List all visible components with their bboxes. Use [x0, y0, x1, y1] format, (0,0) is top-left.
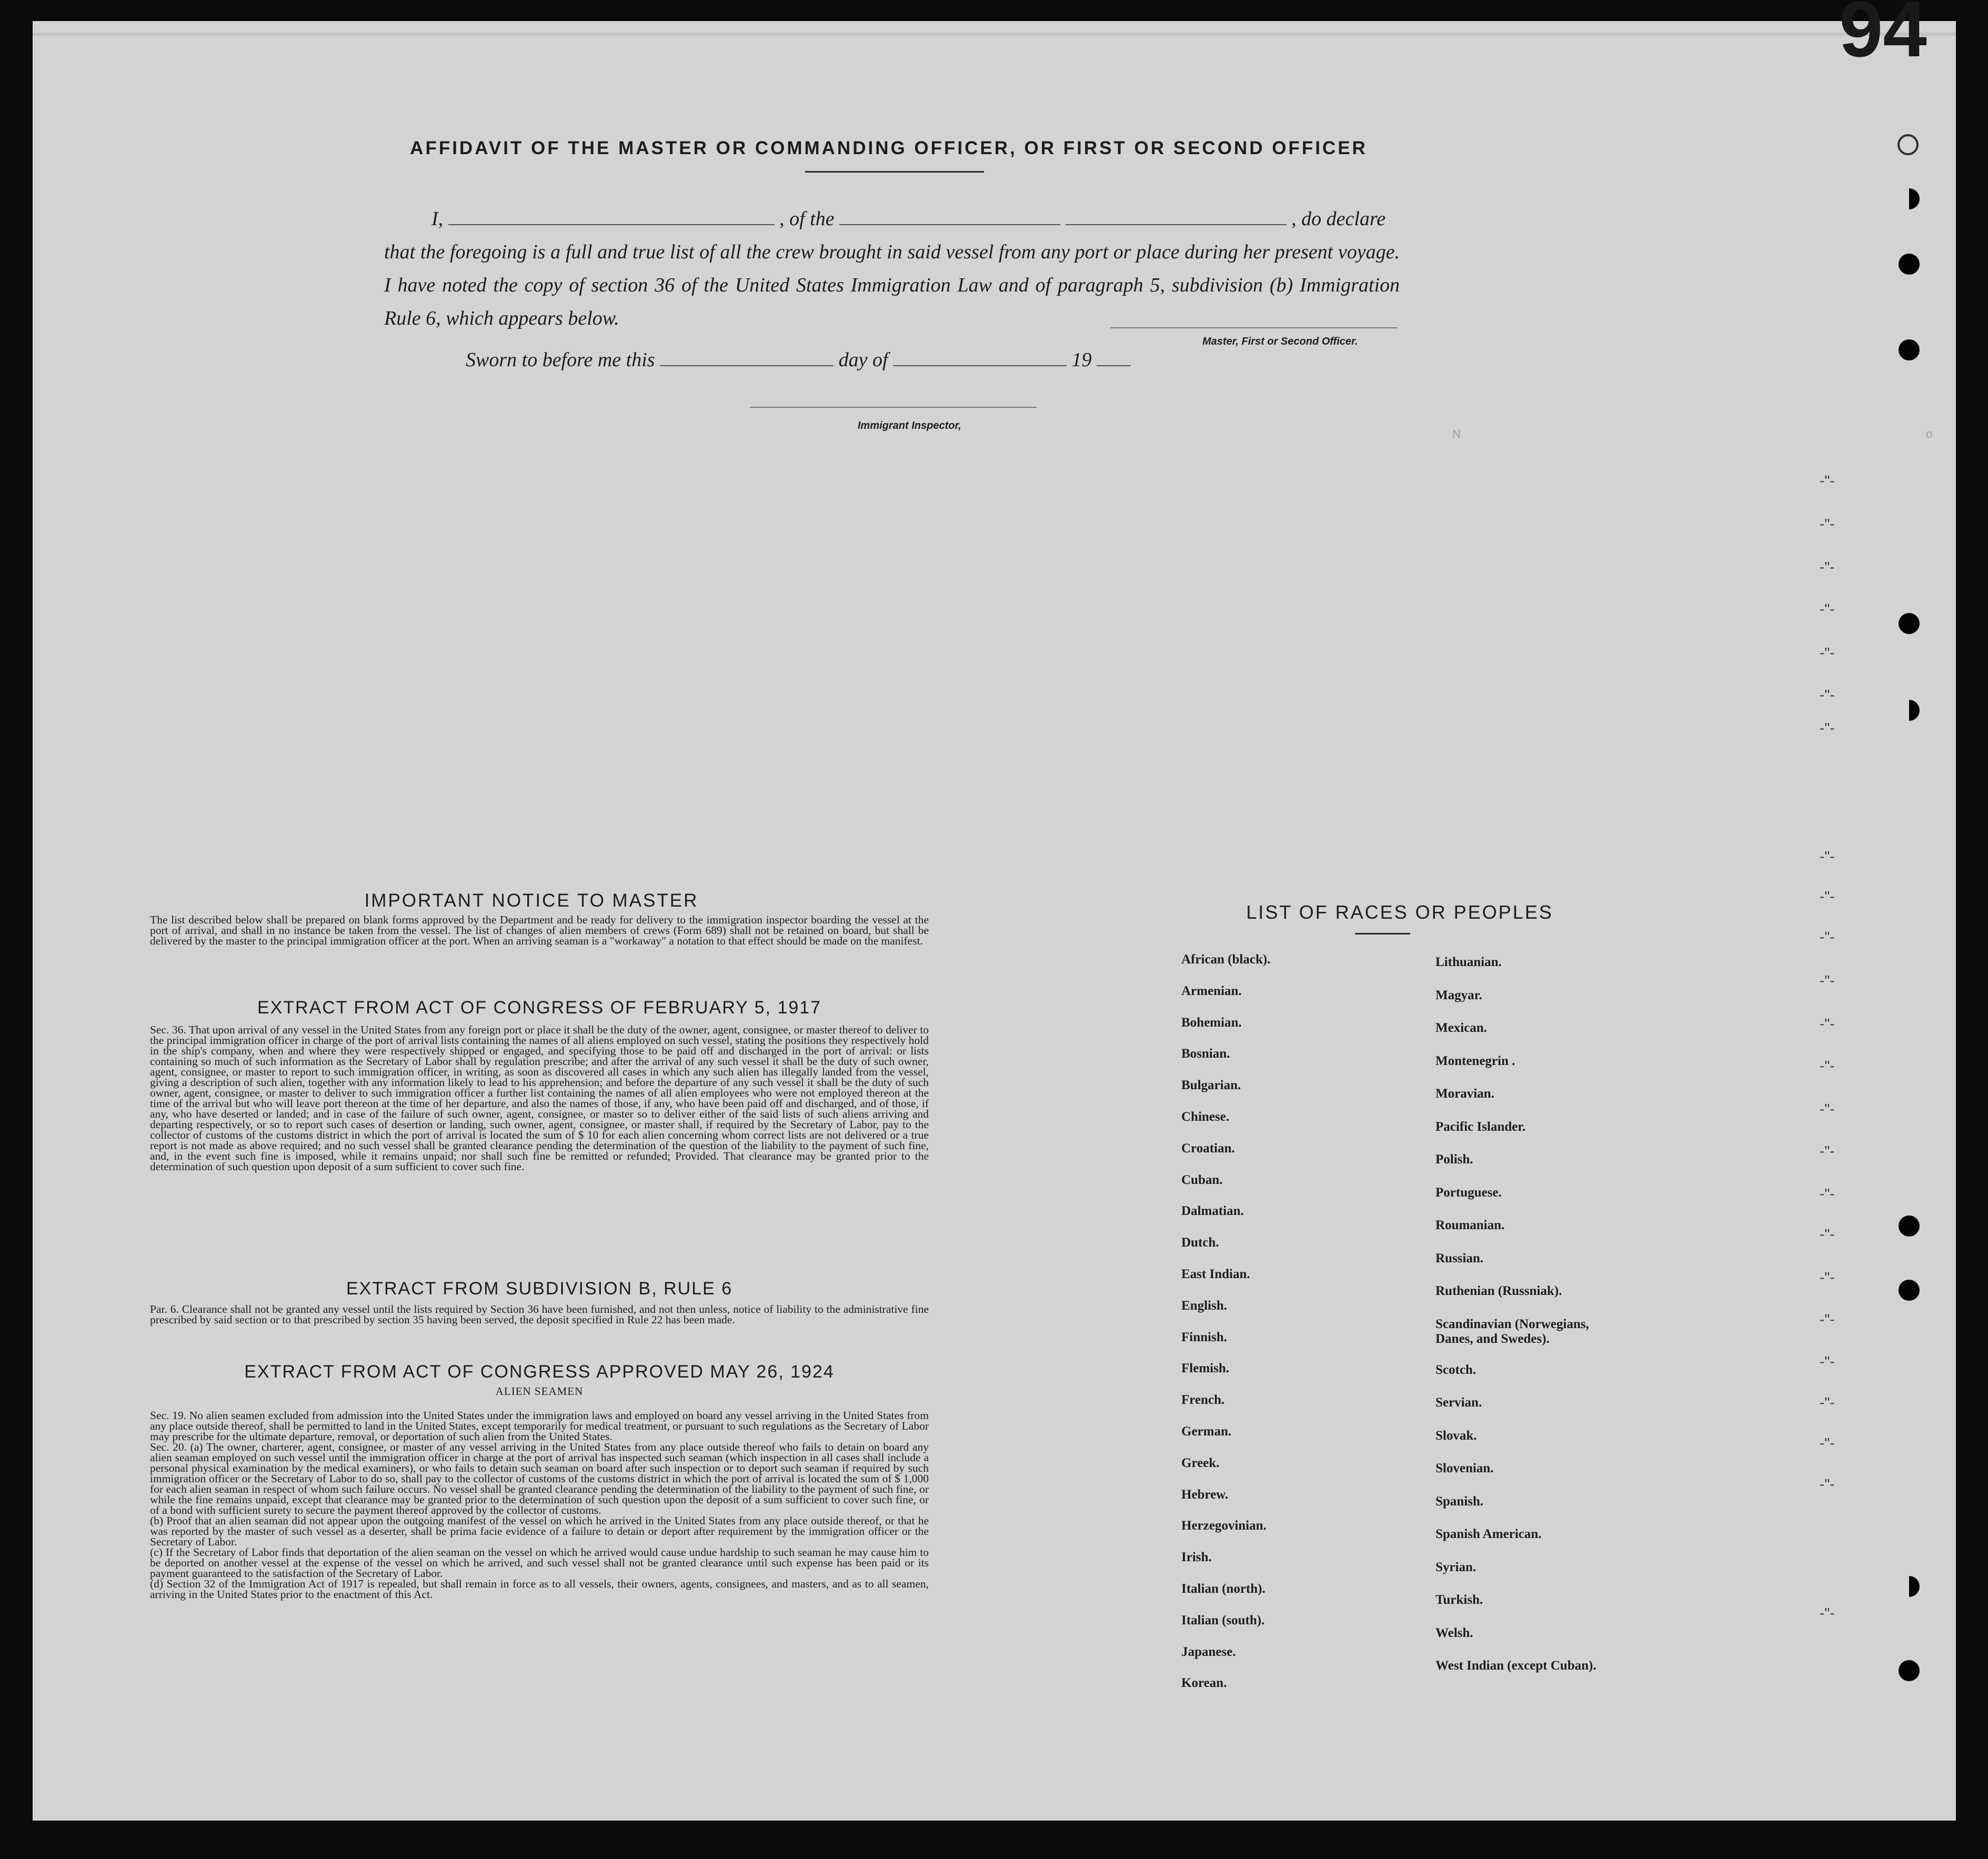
- race-item: Japanese.: [1181, 1644, 1236, 1659]
- binder-hole: [1899, 1660, 1920, 1681]
- declare-of-the: , of the: [779, 208, 835, 230]
- binder-hole: [1899, 254, 1920, 275]
- race-item: Scandinavian (Norwegians, Danes, and Swedes).: [1435, 1317, 1589, 1346]
- binder-hole: [1899, 339, 1920, 360]
- title-underline: [805, 171, 984, 173]
- binder-hole: [1899, 1215, 1920, 1237]
- race-item: Slovenian.: [1435, 1461, 1494, 1475]
- signature-line[interactable]: [1110, 327, 1397, 328]
- year-blank[interactable]: [1097, 349, 1131, 366]
- binder-hole: [1899, 1280, 1920, 1301]
- ditto-mark: -"-: [1820, 1353, 1835, 1370]
- affidavit-body: that the foregoing is a full and true list of all the crew brought in said vessel from any port or place during her present voyage. I have noted the copy of section 36 of the United States Immigration Law and of paragraph 5, subdivision (b) Immigration Rule 6, which appears below.: [384, 241, 1400, 329]
- extract-1917-body: Sec. 36. That upon arrival of any vessel in the United States from any foreign port or place it shall be the duty of the owner, agent, consignee, or master thereof to deliver to the principal immigration officer in charge of the port of arrival lists containing the names of all aliens employed on such vessel, stating the positions they respectively hold in the ship's company, when and where they were respectively shipped or engaged, and specifying those to be paid off and discharged in the port of arrival: or lists containing so much of such information as the Secretary of Labor shall by regulation prescribe; and after the arrival of any such vessel it shall be the duty of such owner, agent, consignee, or master to report to such immigration officer, in writing, as soon as discovered all cases in which any such alien has illegally landed from the vessel, giving a description of such alien, together with any information likely to lead to his apprehension; and before the departure of any such vessel it shall be the duty of such owner, agent, consignee, or master to deliver to such immigration officer a further list containing the names of all alien employees who were not employed thereon at the time of the arrival but who will leave port thereon at the time of her departure, and also the names of those, if any, who have been paid off and discharged, and of those, if any, who have deserted or landed; and in case of the failure of such owner, agent, consignee, or master so to deliver either of the said lists of such aliens arriving and departing respectively, or so to report such cases of desertion or landing, such owner, agent, consignee, or master shall, if required by the Secretary of Labor, pay to the collector of customs of the customs district in which the port of arrival is located the sum of $ 10 for each alien concerning whom correct lists are not delivered or a true report is not made as above required; and no such vessel shall be granted clearance pending the determination of the question of the liability to the payment of such fine, and, in the event such fine is imposed, while it remains unpaid; nor shall such fine be remitted or refunded; Provided. That clearance may be granted prior to the determination of such question upon deposit of a sum sufficient to cover such fine.: [150, 1023, 929, 1173]
- race-item: East Indian.: [1181, 1267, 1250, 1281]
- signature-label: Master, First or Second Officer.: [1202, 336, 1358, 347]
- page-number: 94: [1839, 0, 1927, 73]
- affidavit-declaration: [384, 203, 1400, 335]
- races-title: LIST OF RACES OR PEOPLES: [1246, 901, 1553, 923]
- race-item: African (black).: [1181, 952, 1271, 967]
- ditto-mark: -"-: [1820, 1311, 1835, 1328]
- race-item: Armenian.: [1181, 983, 1242, 998]
- notice-title: IMPORTANT NOTICE TO MASTER: [364, 890, 699, 911]
- ditto-mark: -"-: [1820, 1269, 1835, 1285]
- race-item: Bosnian.: [1181, 1047, 1230, 1061]
- ditto-mark: -"-: [1820, 929, 1835, 945]
- race-item: Roumanian.: [1435, 1218, 1505, 1232]
- sec20a: Sec. 20. (a) The owner, charterer, agent, consignee, or master of any vessel arriving in the United States from any place outside thereof who fails to detain on board any alien seaman employed on such vessel until the immigration officer in charge at the port of arrival has inspected such seaman (which inspection in all cases shall include a personal physical examination by the medical examiners), or who fails to detain such seaman on board after such inspection or to deport such seaman if required by such immigration officer or the Secretary of Labor to do so, shall pay to the collector of customs of the customs district in which the port of arrival is located the sum of $ 1,000 for each alien seaman in respect of whom such failure occurs. No vessel shall be granted clearance pending the determination of the liability to the payment of such fine, or while the fine remains unpaid, except that clearance may be granted prior to the determination of such question upon the deposit of a sum sufficient to cover such fine, or of a bond with sufficient surety to secure the payment thereof approved by the collector of customs.: [150, 1441, 929, 1516]
- ditto-mark: -"-: [1820, 1143, 1835, 1159]
- race-item: Lithuanian.: [1435, 955, 1502, 969]
- ditto-mark: -"-: [1820, 1435, 1835, 1451]
- race-item: Cuban.: [1181, 1172, 1223, 1187]
- vessel-blank[interactable]: [1066, 208, 1287, 225]
- race-item: Bohemian.: [1181, 1015, 1242, 1030]
- race-item: Syrian.: [1435, 1560, 1477, 1574]
- notice-body: The list described below shall be prepared on blank forms approved by the Department and be ready for delivery to the immigration inspector boarding the vessel at the port of arrival, and shall in no instance be taken from the vessel. The list of changes of alien members of crews (Form 689) shall not be retained on board, but shall be delivered by the master to the principal immigration officer at the port. When an arriving seaman is a "workaway" a notation to that effect should be made on the manifest.: [150, 913, 929, 947]
- rank-blank[interactable]: [839, 208, 1060, 225]
- name-blank[interactable]: [448, 208, 775, 225]
- race-item: Mexican.: [1435, 1021, 1487, 1035]
- race-item: Italian (south).: [1181, 1613, 1265, 1627]
- alien-seamen-subtitle: ALIEN SEAMEN: [495, 1385, 584, 1398]
- race-item: Chinese.: [1181, 1110, 1229, 1124]
- race-item: Slovak.: [1435, 1428, 1477, 1443]
- affidavit-title: AFFIDAVIT OF THE MASTER OR COMMANDING OFFICER, OR FIRST OR SECOND OFFICER: [410, 138, 1368, 158]
- declare-i: I,: [431, 208, 444, 230]
- ditto-mark: -"-: [1820, 1226, 1835, 1242]
- race-item: Ruthenian (Russniak).: [1435, 1284, 1562, 1298]
- binder-hole: [1897, 134, 1919, 155]
- race-item: Welsh.: [1435, 1625, 1473, 1640]
- race-item: Portuguese.: [1435, 1185, 1502, 1200]
- ditto-mark: -"-: [1820, 972, 1835, 989]
- race-item: Montenegrin .: [1435, 1053, 1515, 1068]
- sec19: Sec. 19. No alien seamen excluded from admission into the United States under the immigration laws and employed on board any vessel arriving in the United States from any place outside thereof, shall be permitted to land in the United States, except temporarily for medical treatment, or pursuant to such regulations as the Secretary of Labor may prescribe for the ultimate departure, removal, or deportation of such alien from the United States.: [150, 1409, 929, 1443]
- race-item: Dutch.: [1181, 1235, 1219, 1250]
- race-item: Flemish.: [1181, 1361, 1229, 1376]
- race-item: Herzegovinian.: [1181, 1519, 1267, 1533]
- race-item: Hebrew.: [1181, 1487, 1229, 1502]
- race-item: English.: [1181, 1298, 1227, 1313]
- ghost-mark: N: [1452, 427, 1461, 440]
- ditto-mark: -"-: [1820, 848, 1835, 865]
- declare-do: , do declare: [1291, 208, 1386, 230]
- sworn-text: Sworn to before me this: [466, 349, 655, 371]
- race-item: Spanish.: [1435, 1494, 1484, 1509]
- sec20b: (b) Proof that an alien seaman did not appear upon the outgoing manifest of the vessel on which he arrived in the United States from any place outside thereof, or that he was reported by the master of such vessel as a deserter, shall be prima facie evidence of a failure to detain or deport after requirement by the immigration officer or the Secretary of Labor.: [150, 1514, 929, 1548]
- binder-hole: [1899, 1576, 1920, 1597]
- race-item: Irish.: [1181, 1550, 1212, 1565]
- year-prefix: 19: [1071, 349, 1092, 371]
- extract-1917-title: EXTRACT FROM ACT OF CONGRESS OF FEBRUARY 5, 1917: [257, 998, 822, 1018]
- ditto-mark: -"-: [1820, 1605, 1835, 1621]
- ditto-mark: -"-: [1820, 516, 1835, 532]
- extract-rule6-title: EXTRACT FROM SUBDIVISION B, RULE 6: [346, 1279, 733, 1299]
- ditto-mark: -"-: [1820, 1394, 1835, 1411]
- ditto-mark: -"-: [1820, 1058, 1835, 1074]
- ditto-mark: -"-: [1820, 645, 1835, 661]
- sec20c: (c) If the Secretary of Labor finds that deportation of the alien seaman on the vessel on which he arrived would cause undue hardship to such seaman he may cause him to be deported on another vessel at the expense of the vessel on which he arrived, and such vessel shall not be granted clearance until such expense has been paid or its payment guaranteed to the satisfaction of the Secretary of Labor.: [150, 1546, 929, 1580]
- binder-hole: [1899, 613, 1920, 634]
- race-item: Pacific Islander.: [1435, 1119, 1526, 1134]
- races-title-underline: [1355, 933, 1410, 934]
- race-item: West Indian (except Cuban).: [1435, 1659, 1597, 1673]
- ditto-mark: -"-: [1820, 559, 1835, 575]
- race-item: Turkish.: [1435, 1593, 1483, 1607]
- race-item: Magyar.: [1435, 988, 1482, 1002]
- race-item: French.: [1181, 1393, 1225, 1408]
- day-blank[interactable]: [660, 349, 834, 366]
- month-blank[interactable]: [893, 349, 1067, 366]
- race-item: Greek.: [1181, 1455, 1220, 1470]
- race-item: Polish.: [1435, 1152, 1473, 1167]
- extract-1924-body: [150, 1410, 929, 1600]
- ditto-mark: -"-: [1820, 1101, 1835, 1117]
- sworn-line: [466, 348, 1131, 371]
- inspector-label: Immigrant Inspector,: [858, 420, 961, 431]
- day-of: day of: [838, 349, 888, 371]
- ditto-mark: -"-: [1820, 720, 1835, 736]
- ghost-mark: o: [1926, 427, 1933, 440]
- race-item: Bulgarian.: [1181, 1078, 1241, 1093]
- ditto-mark: -"-: [1820, 888, 1835, 905]
- ditto-mark: -"-: [1820, 1016, 1835, 1032]
- ditto-mark: -"-: [1820, 473, 1835, 489]
- sec20d: (d) Section 32 of the Immigration Act of 1917 is repealed, but shall remain in force as to all vessels, their owners, agents, consignees, and masters, and as to all seamen, arriving in the United States prior to the enactment of this Act.: [150, 1577, 929, 1601]
- extract-rule6-body: Par. 6. Clearance shall not be granted any vessel until the lists required by Section 36 have been furnished, and not then unless, notice of liability to the administrative fine prescribed by said section or to that prescribed by section 35 having been served, the deposit specified in Rule 22 has been made.: [150, 1303, 929, 1326]
- inspector-line[interactable]: [750, 407, 1037, 408]
- page-edge: [33, 33, 1956, 36]
- binder-hole: [1899, 188, 1920, 209]
- race-item: Italian (north).: [1181, 1582, 1266, 1596]
- race-item: Russian.: [1435, 1251, 1484, 1265]
- race-item: Finnish.: [1181, 1330, 1227, 1344]
- race-item: Moravian.: [1435, 1087, 1494, 1101]
- race-item: Dalmatian.: [1181, 1204, 1244, 1219]
- race-item: Croatian.: [1181, 1141, 1235, 1155]
- ditto-mark: -"-: [1820, 1185, 1835, 1202]
- race-item: Scotch.: [1435, 1362, 1477, 1377]
- race-item: Spanish American.: [1435, 1527, 1542, 1541]
- binder-hole: [1899, 700, 1920, 721]
- extract-1924-title: EXTRACT FROM ACT OF CONGRESS APPROVED MAY 26, 1924: [244, 1362, 835, 1382]
- ditto-mark: -"-: [1820, 1476, 1835, 1492]
- race-item: Korean.: [1181, 1676, 1227, 1691]
- ditto-mark: -"-: [1820, 687, 1835, 703]
- ditto-mark: -"-: [1820, 601, 1835, 617]
- race-item: Servian.: [1435, 1395, 1482, 1410]
- race-item: German.: [1181, 1424, 1232, 1439]
